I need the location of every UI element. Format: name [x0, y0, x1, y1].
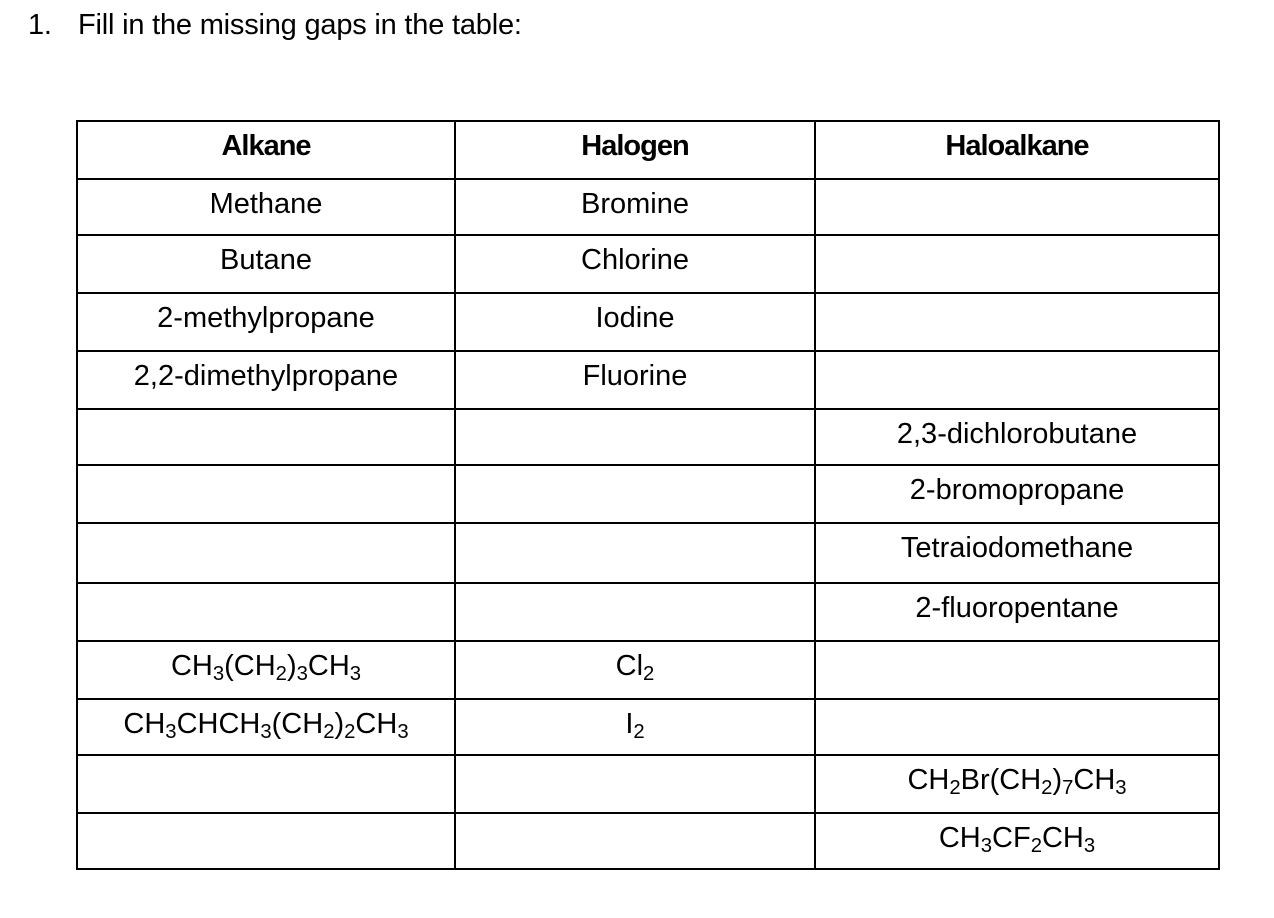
cell-haloalkane: $CH_3CF_2CH_3$ — [815, 813, 1219, 869]
cell-alkane — [77, 583, 455, 641]
header-haloalkane: Haloalkane — [815, 121, 1219, 179]
table-row — [77, 583, 1219, 641]
cell-alkane: Methane — [77, 179, 455, 235]
cell-haloalkane — [815, 293, 1219, 351]
cell-haloalkane: $CH_2Br(CH_2)_7CH_3$ — [815, 755, 1219, 813]
cell-halogen: Bromine — [455, 179, 815, 235]
cell-haloalkane: Tetraiodomethane — [815, 523, 1219, 583]
cell-alkane: Butane — [77, 235, 455, 293]
question-number: 1. — [28, 9, 52, 41]
cell-halogen — [455, 465, 815, 523]
header-halogen: Halogen — [455, 121, 815, 179]
cell-haloalkane: 2-bromopropane — [815, 465, 1219, 523]
cell-haloalkane — [815, 641, 1219, 699]
table-body — [77, 179, 1219, 869]
cell-haloalkane: 2,3-dichlorobutane — [815, 409, 1219, 465]
table-row — [77, 755, 1219, 813]
cell-alkane — [77, 523, 455, 583]
question-text: Fill in the missing gaps in the table: — [78, 9, 522, 41]
cell-alkane — [77, 813, 455, 869]
cell-halogen — [455, 583, 815, 641]
cell-alkane — [77, 465, 455, 523]
table-row — [77, 293, 1219, 351]
cell-alkane: 2,2-dimethylpropane — [77, 351, 455, 409]
gaps-table — [76, 120, 1220, 870]
cell-alkane: $CH_3(CH_2)_3CH_3$ — [77, 641, 455, 699]
cell-haloalkane — [815, 699, 1219, 755]
table-row — [77, 523, 1219, 583]
cell-halogen: $Cl_2$ — [455, 641, 815, 699]
cell-haloalkane — [815, 235, 1219, 293]
question-heading — [28, 9, 522, 42]
cell-halogen: Chlorine — [455, 235, 815, 293]
cell-alkane — [77, 755, 455, 813]
cell-haloalkane — [815, 179, 1219, 235]
table-row — [77, 813, 1219, 869]
cell-haloalkane: 2-fluoropentane — [815, 583, 1219, 641]
cell-halogen: $I_2$ — [455, 699, 815, 755]
cell-halogen — [455, 523, 815, 583]
table-row — [77, 699, 1219, 755]
table-row — [77, 465, 1219, 523]
cell-halogen — [455, 409, 815, 465]
table-header-row — [77, 121, 1219, 179]
cell-halogen — [455, 813, 815, 869]
cell-halogen: Fluorine — [455, 351, 815, 409]
table-row — [77, 179, 1219, 235]
cell-haloalkane — [815, 351, 1219, 409]
header-alkane: Alkane — [77, 121, 455, 179]
table-row — [77, 235, 1219, 293]
cell-alkane: $CH_3CHCH_3(CH_2)_2CH_3$ — [77, 699, 455, 755]
cell-alkane — [77, 409, 455, 465]
table-row — [77, 641, 1219, 699]
cell-alkane: 2-methylpropane — [77, 293, 455, 351]
table-row — [77, 351, 1219, 409]
cell-halogen — [455, 755, 815, 813]
table-row — [77, 409, 1219, 465]
cell-halogen: Iodine — [455, 293, 815, 351]
